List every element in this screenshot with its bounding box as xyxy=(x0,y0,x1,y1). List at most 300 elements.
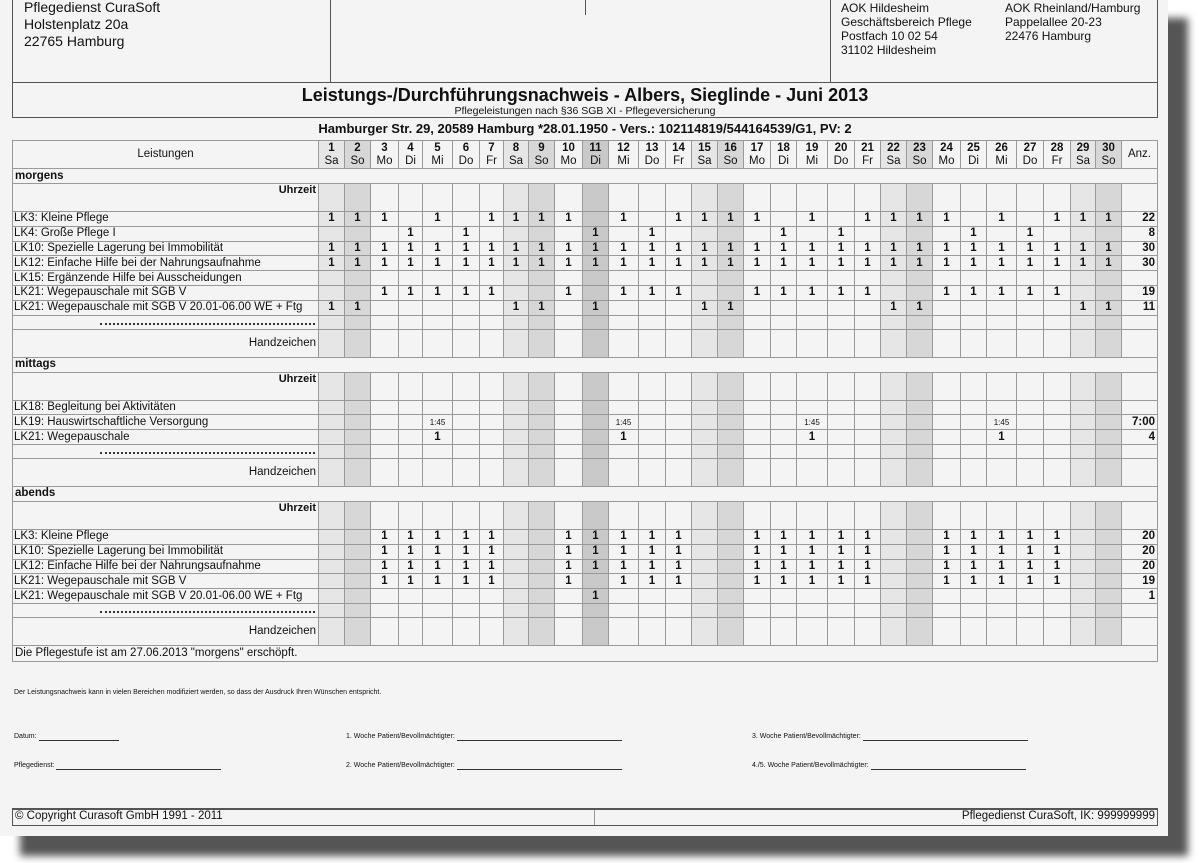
day-cell[interactable]: 1 xyxy=(423,212,453,227)
day-cell[interactable] xyxy=(828,458,855,486)
day-cell[interactable] xyxy=(583,458,609,486)
day-cell[interactable]: 1 xyxy=(1017,529,1044,544)
day-cell[interactable]: 1 xyxy=(718,212,744,227)
day-cell[interactable] xyxy=(453,501,480,529)
day-cell[interactable] xyxy=(529,529,555,544)
day-cell[interactable]: 1 xyxy=(345,256,371,271)
day-cell[interactable] xyxy=(583,400,609,415)
day-cell[interactable]: 1 xyxy=(855,574,881,589)
day-cell[interactable] xyxy=(881,329,907,357)
day-cell[interactable] xyxy=(529,184,555,212)
day-cell[interactable] xyxy=(423,372,453,400)
day-cell[interactable]: 1 xyxy=(555,285,583,300)
day-cell[interactable] xyxy=(319,529,345,544)
day-cell[interactable]: 1 xyxy=(609,241,639,256)
day-cell[interactable] xyxy=(881,529,907,544)
day-cell[interactable] xyxy=(692,372,718,400)
day-cell[interactable] xyxy=(480,184,504,212)
day-cell[interactable] xyxy=(319,315,345,329)
day-cell[interactable] xyxy=(881,544,907,559)
day-cell[interactable]: 1 xyxy=(423,529,453,544)
day-cell[interactable] xyxy=(453,300,480,315)
day-cell[interactable] xyxy=(639,617,666,645)
day-cell[interactable] xyxy=(504,315,529,329)
datum-line[interactable] xyxy=(39,740,119,741)
day-cell[interactable]: 1 xyxy=(371,285,399,300)
day-cell[interactable] xyxy=(907,184,933,212)
day-cell[interactable] xyxy=(423,617,453,645)
day-cell[interactable] xyxy=(933,603,961,617)
day-cell[interactable] xyxy=(1044,501,1071,529)
day-cell[interactable]: 1 xyxy=(987,430,1017,445)
day-cell[interactable] xyxy=(1071,458,1096,486)
day-cell[interactable]: 1 xyxy=(666,285,692,300)
day-cell[interactable] xyxy=(881,458,907,486)
day-cell[interactable] xyxy=(555,372,583,400)
day-cell[interactable] xyxy=(504,529,529,544)
day-cell[interactable] xyxy=(907,271,933,286)
day-cell[interactable]: 1 xyxy=(423,430,453,445)
day-cell[interactable] xyxy=(1017,415,1044,430)
day-cell[interactable] xyxy=(907,529,933,544)
day-cell[interactable] xyxy=(371,458,399,486)
day-cell[interactable] xyxy=(480,501,504,529)
day-cell[interactable]: 1 xyxy=(1096,241,1122,256)
day-cell[interactable]: 1 xyxy=(480,212,504,227)
day-cell[interactable] xyxy=(961,271,987,286)
day-cell[interactable] xyxy=(319,589,345,604)
day-cell[interactable]: 1 xyxy=(933,574,961,589)
day-cell[interactable] xyxy=(583,372,609,400)
day-cell[interactable] xyxy=(555,400,583,415)
day-cell[interactable]: 1 xyxy=(583,226,609,241)
day-cell[interactable]: 1 xyxy=(371,212,399,227)
day-cell[interactable] xyxy=(583,315,609,329)
day-cell[interactable] xyxy=(933,458,961,486)
day-cell[interactable] xyxy=(319,372,345,400)
day-cell[interactable]: 1 xyxy=(371,559,399,574)
day-cell[interactable] xyxy=(933,415,961,430)
day-cell[interactable]: 1 xyxy=(987,529,1017,544)
day-cell[interactable] xyxy=(504,501,529,529)
day-cell[interactable]: 1 xyxy=(423,544,453,559)
day-cell[interactable] xyxy=(529,544,555,559)
day-cell[interactable] xyxy=(881,400,907,415)
day-cell[interactable] xyxy=(371,372,399,400)
day-cell[interactable] xyxy=(529,501,555,529)
day-cell[interactable]: 1 xyxy=(797,285,828,300)
day-cell[interactable]: 1 xyxy=(345,241,371,256)
day-cell[interactable]: 1 xyxy=(555,529,583,544)
day-cell[interactable]: 1 xyxy=(609,285,639,300)
day-cell[interactable] xyxy=(480,617,504,645)
day-cell[interactable] xyxy=(797,315,828,329)
day-cell[interactable]: 1 xyxy=(453,256,480,271)
day-cell[interactable] xyxy=(666,603,692,617)
day-cell[interactable] xyxy=(907,430,933,445)
day-cell[interactable] xyxy=(771,300,797,315)
day-cell[interactable] xyxy=(1071,271,1096,286)
day-cell[interactable] xyxy=(609,372,639,400)
day-cell[interactable] xyxy=(855,300,881,315)
day-cell[interactable] xyxy=(933,501,961,529)
day-cell[interactable] xyxy=(855,617,881,645)
day-cell[interactable] xyxy=(1044,372,1071,400)
day-cell[interactable]: 1 xyxy=(744,241,771,256)
day-cell[interactable] xyxy=(371,415,399,430)
day-cell[interactable] xyxy=(881,430,907,445)
day-cell[interactable] xyxy=(504,559,529,574)
day-cell[interactable]: 1 xyxy=(453,285,480,300)
day-cell[interactable] xyxy=(371,329,399,357)
day-cell[interactable] xyxy=(855,315,881,329)
day-cell[interactable] xyxy=(1071,430,1096,445)
day-cell[interactable] xyxy=(692,285,718,300)
day-cell[interactable] xyxy=(639,329,666,357)
day-cell[interactable] xyxy=(987,617,1017,645)
day-cell[interactable] xyxy=(639,300,666,315)
day-cell[interactable]: 1 xyxy=(319,241,345,256)
day-cell[interactable] xyxy=(399,300,423,315)
day-cell[interactable]: 1 xyxy=(345,212,371,227)
day-cell[interactable] xyxy=(529,559,555,574)
day-cell[interactable]: 1 xyxy=(961,529,987,544)
day-cell[interactable]: 1 xyxy=(453,559,480,574)
day-cell[interactable] xyxy=(666,430,692,445)
day-cell[interactable]: 1 xyxy=(1017,574,1044,589)
day-cell[interactable] xyxy=(961,212,987,227)
day-cell[interactable] xyxy=(453,603,480,617)
day-cell[interactable]: 1 xyxy=(453,226,480,241)
day-cell[interactable] xyxy=(987,300,1017,315)
day-cell[interactable]: 1 xyxy=(961,241,987,256)
day-cell[interactable] xyxy=(504,285,529,300)
day-cell[interactable]: 1 xyxy=(771,256,797,271)
day-cell[interactable] xyxy=(583,617,609,645)
day-cell[interactable] xyxy=(718,529,744,544)
day-cell[interactable] xyxy=(987,444,1017,458)
day-cell[interactable] xyxy=(1044,315,1071,329)
day-cell[interactable] xyxy=(319,574,345,589)
day-cell[interactable]: 1 xyxy=(828,256,855,271)
day-cell[interactable]: 1 xyxy=(797,430,828,445)
week2-line[interactable] xyxy=(457,769,622,770)
day-cell[interactable] xyxy=(855,430,881,445)
day-cell[interactable] xyxy=(639,400,666,415)
day-cell[interactable] xyxy=(744,271,771,286)
day-cell[interactable] xyxy=(371,226,399,241)
day-cell[interactable] xyxy=(718,574,744,589)
day-cell[interactable] xyxy=(907,444,933,458)
day-cell[interactable] xyxy=(583,285,609,300)
day-cell[interactable] xyxy=(423,271,453,286)
day-cell[interactable] xyxy=(828,372,855,400)
day-cell[interactable] xyxy=(692,415,718,430)
day-cell[interactable]: 1 xyxy=(609,529,639,544)
day-cell[interactable]: 1 xyxy=(1044,241,1071,256)
day-cell[interactable] xyxy=(828,444,855,458)
day-cell[interactable] xyxy=(639,372,666,400)
day-cell[interactable] xyxy=(399,589,423,604)
day-cell[interactable] xyxy=(639,444,666,458)
day-cell[interactable] xyxy=(504,574,529,589)
day-cell[interactable] xyxy=(855,415,881,430)
day-cell[interactable]: 1 xyxy=(504,300,529,315)
day-cell[interactable] xyxy=(504,372,529,400)
day-cell[interactable]: 1 xyxy=(1044,544,1071,559)
day-cell[interactable]: 1 xyxy=(666,544,692,559)
day-cell[interactable] xyxy=(453,329,480,357)
day-cell[interactable] xyxy=(345,400,371,415)
day-cell[interactable] xyxy=(1071,574,1096,589)
day-cell[interactable] xyxy=(718,184,744,212)
day-cell[interactable] xyxy=(345,329,371,357)
day-cell[interactable] xyxy=(855,444,881,458)
day-cell[interactable] xyxy=(692,529,718,544)
day-cell[interactable] xyxy=(855,400,881,415)
day-cell[interactable]: 1 xyxy=(480,285,504,300)
day-cell[interactable] xyxy=(907,544,933,559)
day-cell[interactable] xyxy=(744,617,771,645)
day-cell[interactable] xyxy=(961,415,987,430)
day-cell[interactable] xyxy=(609,184,639,212)
day-cell[interactable] xyxy=(718,271,744,286)
day-cell[interactable] xyxy=(504,184,529,212)
day-cell[interactable]: 1 xyxy=(692,256,718,271)
day-cell[interactable] xyxy=(933,226,961,241)
day-cell[interactable] xyxy=(399,184,423,212)
day-cell[interactable] xyxy=(961,458,987,486)
day-cell[interactable] xyxy=(1071,400,1096,415)
day-cell[interactable]: 1 xyxy=(987,256,1017,271)
day-cell[interactable] xyxy=(933,617,961,645)
day-cell[interactable] xyxy=(555,603,583,617)
day-cell[interactable] xyxy=(797,444,828,458)
day-cell[interactable] xyxy=(692,400,718,415)
day-cell[interactable] xyxy=(1044,300,1071,315)
day-cell[interactable] xyxy=(933,400,961,415)
day-cell[interactable] xyxy=(399,212,423,227)
day-cell[interactable] xyxy=(609,315,639,329)
day-cell[interactable]: 1 xyxy=(1017,285,1044,300)
day-cell[interactable] xyxy=(453,271,480,286)
day-cell[interactable]: 1 xyxy=(609,256,639,271)
day-cell[interactable] xyxy=(1096,617,1122,645)
day-cell[interactable]: 1 xyxy=(987,574,1017,589)
day-cell[interactable]: 1 xyxy=(744,574,771,589)
day-cell[interactable]: 1 xyxy=(529,241,555,256)
day-cell[interactable]: 1 xyxy=(480,544,504,559)
day-cell[interactable] xyxy=(692,589,718,604)
day-cell[interactable] xyxy=(666,315,692,329)
day-cell[interactable] xyxy=(855,589,881,604)
day-cell[interactable] xyxy=(1017,212,1044,227)
day-cell[interactable]: 1 xyxy=(423,285,453,300)
day-cell[interactable] xyxy=(319,415,345,430)
day-cell[interactable] xyxy=(666,617,692,645)
day-cell[interactable] xyxy=(399,444,423,458)
day-cell[interactable] xyxy=(555,315,583,329)
day-cell[interactable] xyxy=(345,285,371,300)
day-cell[interactable] xyxy=(319,329,345,357)
day-cell[interactable] xyxy=(1096,372,1122,400)
day-cell[interactable] xyxy=(555,329,583,357)
day-cell[interactable]: 1 xyxy=(692,241,718,256)
day-cell[interactable]: 1 xyxy=(771,285,797,300)
day-cell[interactable] xyxy=(480,400,504,415)
day-cell[interactable] xyxy=(718,603,744,617)
day-cell[interactable] xyxy=(1017,458,1044,486)
day-cell[interactable] xyxy=(555,458,583,486)
day-cell[interactable]: 1 xyxy=(828,529,855,544)
day-cell[interactable] xyxy=(345,603,371,617)
day-cell[interactable]: 1 xyxy=(961,285,987,300)
day-cell[interactable] xyxy=(1096,430,1122,445)
day-cell[interactable]: 1 xyxy=(855,241,881,256)
free-entry-line[interactable] xyxy=(100,317,315,325)
day-cell[interactable] xyxy=(666,372,692,400)
day-cell[interactable] xyxy=(529,315,555,329)
day-cell[interactable]: 1 xyxy=(744,529,771,544)
day-cell[interactable] xyxy=(907,559,933,574)
day-cell[interactable] xyxy=(1044,589,1071,604)
day-cell[interactable] xyxy=(692,430,718,445)
day-cell[interactable] xyxy=(1071,444,1096,458)
day-cell[interactable] xyxy=(1096,285,1122,300)
day-cell[interactable] xyxy=(855,501,881,529)
day-cell[interactable]: 1 xyxy=(504,241,529,256)
day-cell[interactable]: 1 xyxy=(828,285,855,300)
day-cell[interactable] xyxy=(345,589,371,604)
day-cell[interactable]: 1 xyxy=(609,212,639,227)
day-cell[interactable] xyxy=(828,315,855,329)
day-cell[interactable] xyxy=(744,400,771,415)
day-cell[interactable]: 1 xyxy=(583,241,609,256)
day-cell[interactable] xyxy=(504,617,529,645)
day-cell[interactable] xyxy=(504,430,529,445)
day-cell[interactable] xyxy=(855,603,881,617)
day-cell[interactable]: 1 xyxy=(1044,256,1071,271)
day-cell[interactable] xyxy=(797,501,828,529)
day-cell[interactable] xyxy=(744,226,771,241)
day-cell[interactable] xyxy=(529,329,555,357)
day-cell[interactable] xyxy=(583,329,609,357)
day-cell[interactable] xyxy=(933,315,961,329)
day-cell[interactable]: 1 xyxy=(797,529,828,544)
day-cell[interactable] xyxy=(319,400,345,415)
day-cell[interactable] xyxy=(423,315,453,329)
day-cell[interactable] xyxy=(933,372,961,400)
day-cell[interactable] xyxy=(555,415,583,430)
day-cell[interactable] xyxy=(371,589,399,604)
day-cell[interactable]: 1 xyxy=(933,559,961,574)
day-cell[interactable]: 1 xyxy=(371,256,399,271)
day-cell[interactable] xyxy=(692,501,718,529)
day-cell[interactable]: 1 xyxy=(933,544,961,559)
day-cell[interactable] xyxy=(480,372,504,400)
week3-line[interactable] xyxy=(863,740,1028,741)
day-cell[interactable] xyxy=(961,430,987,445)
day-cell[interactable] xyxy=(771,589,797,604)
day-cell[interactable]: 1 xyxy=(797,212,828,227)
day-cell[interactable]: 1 xyxy=(555,574,583,589)
day-cell[interactable] xyxy=(1017,372,1044,400)
day-cell[interactable] xyxy=(797,226,828,241)
day-cell[interactable]: 1 xyxy=(583,529,609,544)
day-cell[interactable]: 1 xyxy=(423,574,453,589)
day-cell[interactable] xyxy=(1044,444,1071,458)
day-cell[interactable] xyxy=(907,501,933,529)
day-cell[interactable] xyxy=(961,300,987,315)
day-cell[interactable] xyxy=(639,271,666,286)
day-cell[interactable] xyxy=(907,400,933,415)
day-cell[interactable]: 1 xyxy=(718,256,744,271)
day-cell[interactable] xyxy=(1044,184,1071,212)
day-cell[interactable]: 1 xyxy=(583,300,609,315)
day-cell[interactable]: 1 xyxy=(609,559,639,574)
day-cell[interactable] xyxy=(855,329,881,357)
day-cell[interactable]: 1 xyxy=(555,256,583,271)
day-cell[interactable] xyxy=(319,226,345,241)
day-cell[interactable] xyxy=(666,271,692,286)
day-cell[interactable]: 1 xyxy=(399,574,423,589)
day-cell[interactable] xyxy=(345,501,371,529)
day-cell[interactable]: 1 xyxy=(797,256,828,271)
day-cell[interactable] xyxy=(609,589,639,604)
day-cell[interactable]: 1 xyxy=(1017,256,1044,271)
day-cell[interactable] xyxy=(718,415,744,430)
day-cell[interactable] xyxy=(480,444,504,458)
day-cell[interactable]: 1 xyxy=(583,544,609,559)
day-cell[interactable]: 1 xyxy=(1017,544,1044,559)
day-cell[interactable] xyxy=(1017,617,1044,645)
day-cell[interactable] xyxy=(583,444,609,458)
day-cell[interactable]: 1 xyxy=(399,544,423,559)
day-cell[interactable]: 1 xyxy=(371,544,399,559)
day-cell[interactable] xyxy=(961,589,987,604)
day-cell[interactable] xyxy=(639,212,666,227)
day-cell[interactable] xyxy=(423,501,453,529)
day-cell[interactable] xyxy=(881,315,907,329)
day-cell[interactable] xyxy=(345,271,371,286)
day-cell[interactable] xyxy=(797,329,828,357)
day-cell[interactable] xyxy=(1044,415,1071,430)
day-cell[interactable] xyxy=(453,212,480,227)
day-cell[interactable] xyxy=(480,300,504,315)
day-cell[interactable] xyxy=(583,212,609,227)
day-cell[interactable] xyxy=(907,372,933,400)
day-cell[interactable] xyxy=(855,458,881,486)
day-cell[interactable]: 1 xyxy=(771,226,797,241)
day-cell[interactable] xyxy=(907,617,933,645)
day-cell[interactable] xyxy=(529,603,555,617)
day-cell[interactable]: 1 xyxy=(855,256,881,271)
day-cell[interactable] xyxy=(797,271,828,286)
day-cell[interactable] xyxy=(423,184,453,212)
day-cell[interactable] xyxy=(371,603,399,617)
day-cell[interactable]: 1 xyxy=(639,241,666,256)
day-cell[interactable] xyxy=(480,315,504,329)
day-cell[interactable]: 1 xyxy=(1071,241,1096,256)
day-cell[interactable] xyxy=(1044,430,1071,445)
day-cell[interactable]: 1 xyxy=(399,529,423,544)
day-cell[interactable] xyxy=(504,544,529,559)
day-cell[interactable] xyxy=(1017,300,1044,315)
day-cell[interactable]: 1 xyxy=(987,559,1017,574)
day-cell[interactable] xyxy=(961,184,987,212)
day-cell[interactable]: 1 xyxy=(480,241,504,256)
day-cell[interactable] xyxy=(1096,315,1122,329)
